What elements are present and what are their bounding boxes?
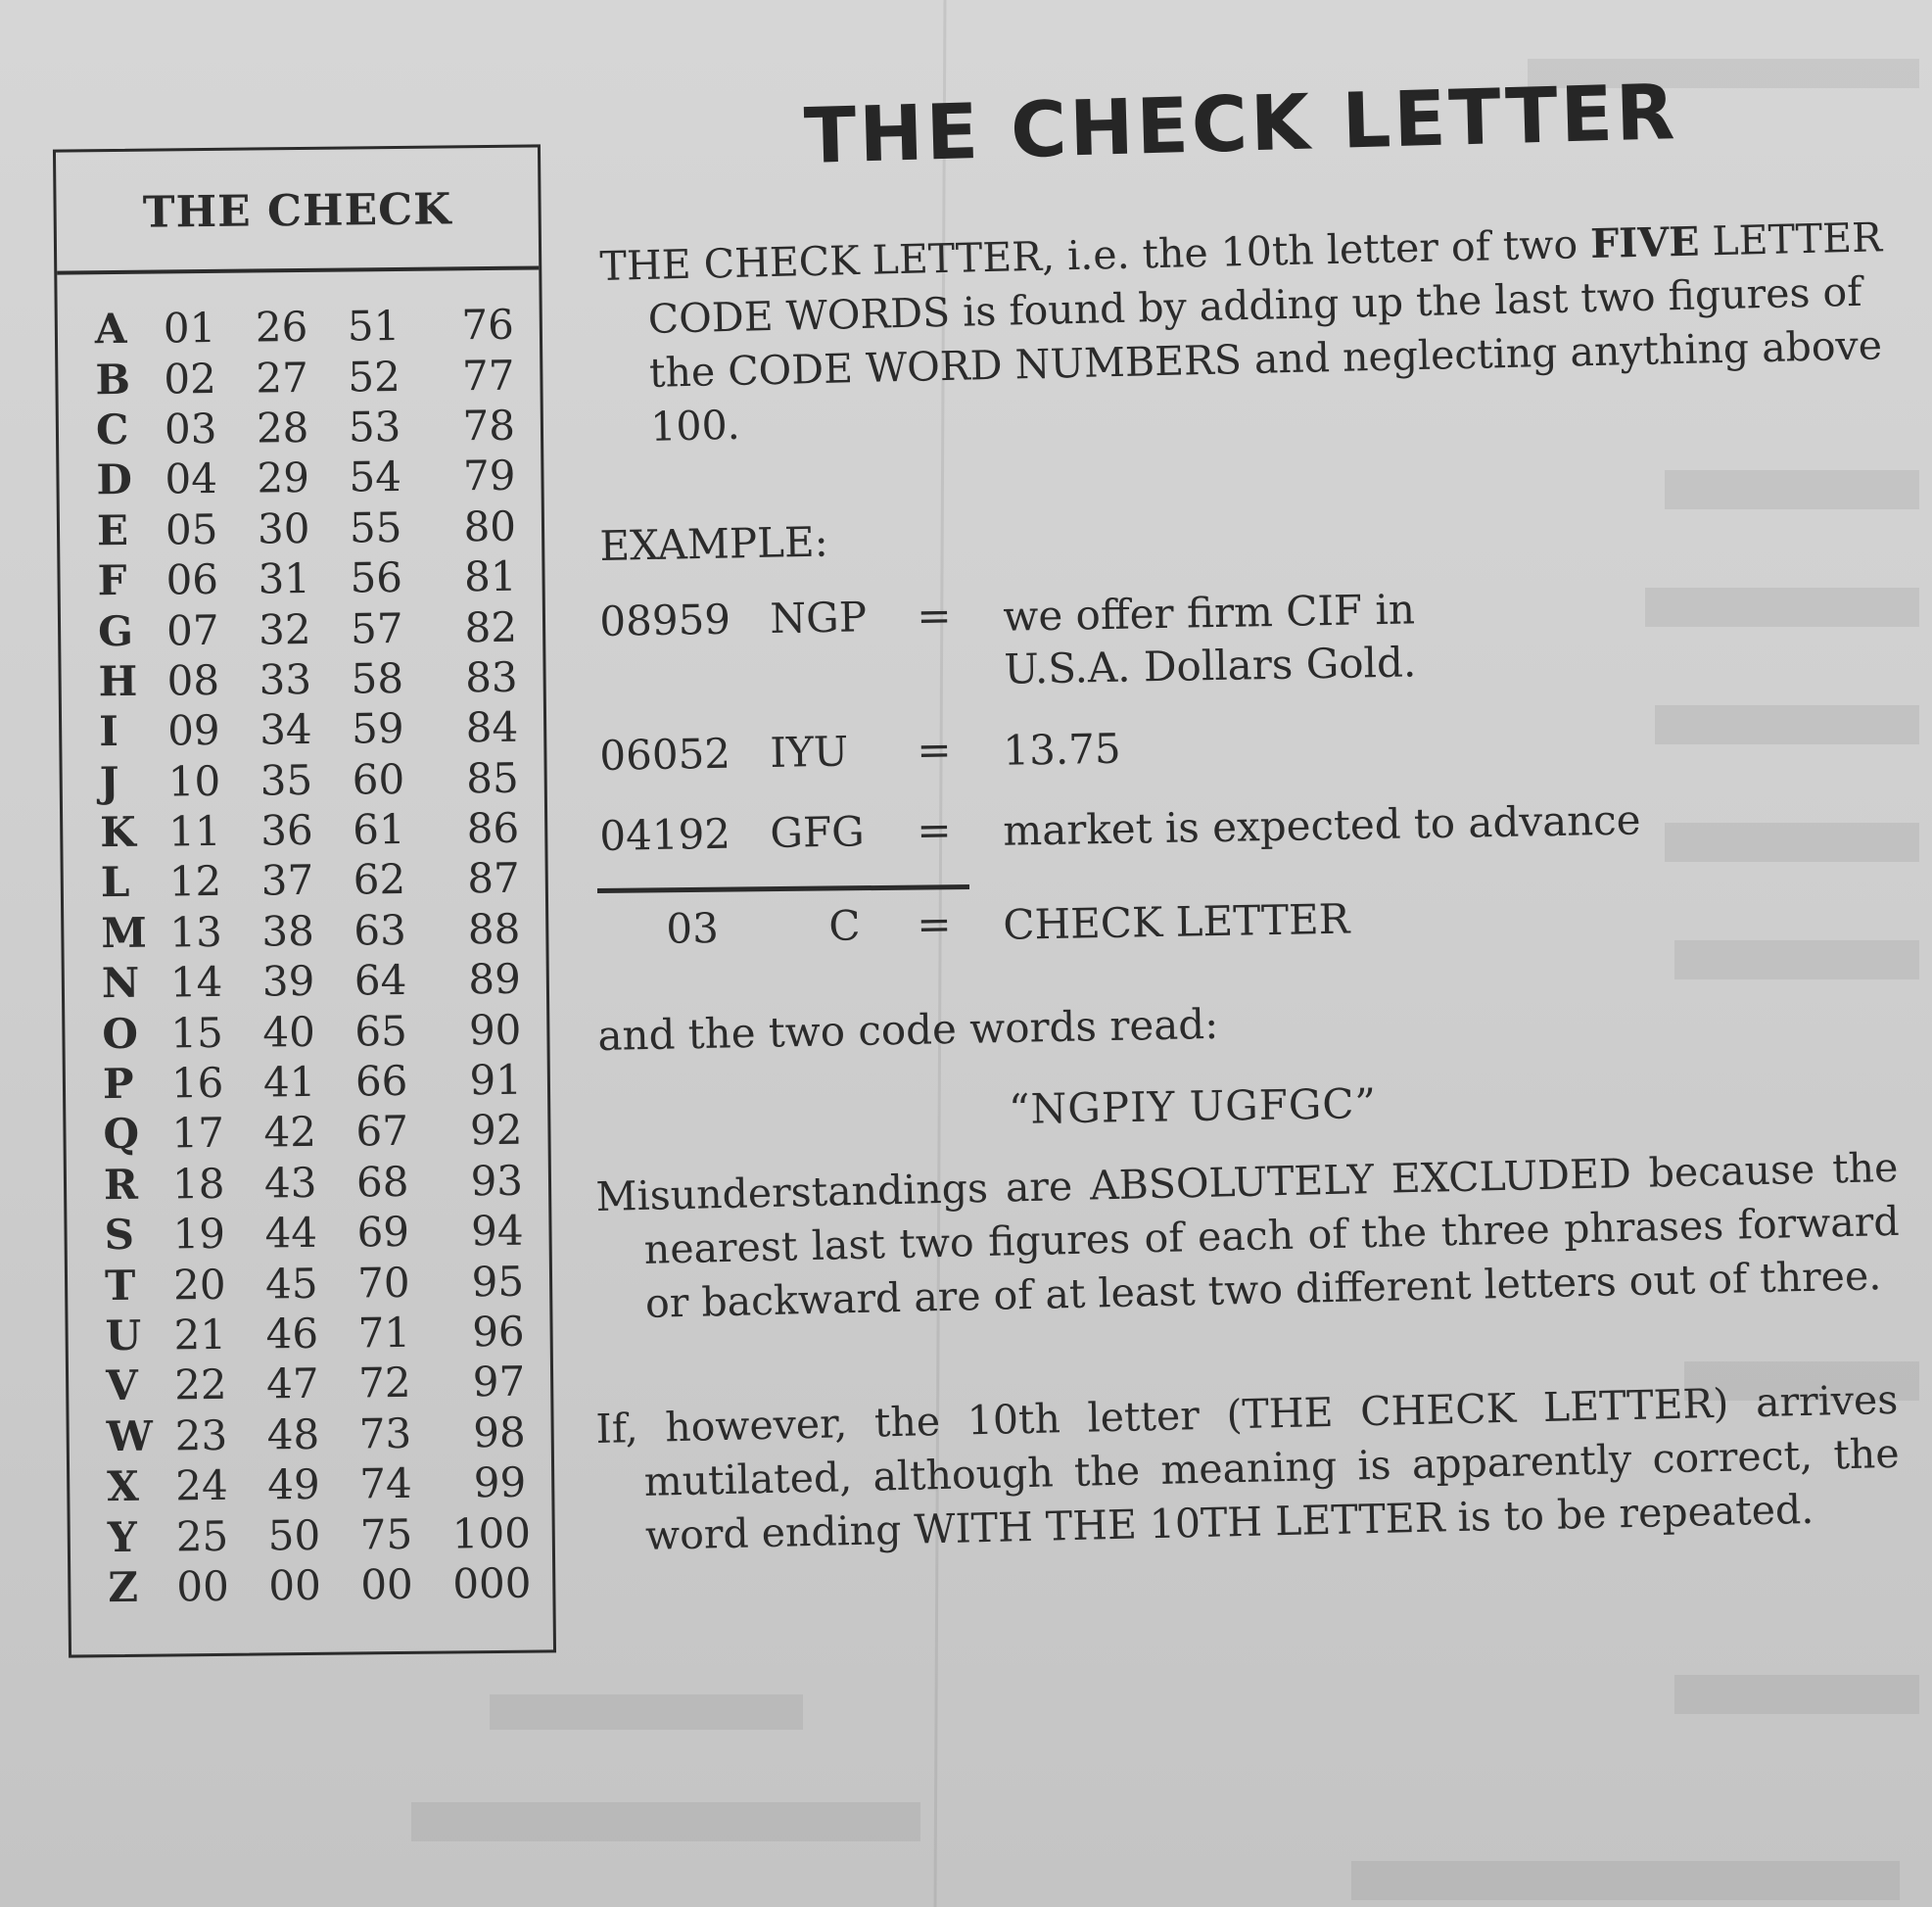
table-row	[64, 903, 546, 959]
row-letter: B	[95, 355, 131, 404]
table-row	[62, 702, 544, 758]
row-value: 53	[348, 402, 401, 452]
row-value: 51	[347, 302, 401, 351]
example-meaning: we offer firm CIF in U.S.A. Dollars Gold.	[1002, 585, 1417, 693]
row-value: 41	[262, 1057, 316, 1107]
row-letter: G	[97, 606, 134, 655]
row-value: 40	[262, 1007, 316, 1057]
table-row	[66, 1105, 548, 1161]
table-row	[67, 1205, 549, 1261]
row-value: 63	[353, 905, 407, 955]
row-value: 39	[261, 957, 315, 1006]
row-value: 04	[165, 454, 218, 503]
row-letter: E	[96, 505, 129, 554]
row-value: 80	[463, 501, 517, 551]
row-value: 65	[354, 1006, 408, 1056]
row-value: 81	[463, 551, 517, 601]
intro-text-bold: FIVE	[1589, 217, 1701, 268]
row-value: 32	[258, 604, 311, 654]
row-letter: X	[106, 1461, 140, 1511]
table-row	[68, 1306, 550, 1361]
row-value: 100	[451, 1508, 532, 1558]
row-value: 00	[268, 1560, 322, 1610]
table-row	[71, 1557, 553, 1613]
table-row	[59, 451, 542, 506]
row-value: 00	[176, 1561, 230, 1611]
row-value: 36	[259, 806, 313, 855]
row-value: 94	[470, 1206, 524, 1256]
row-value: 56	[350, 553, 403, 602]
row-letter: P	[102, 1059, 134, 1109]
result-equals: =	[916, 899, 953, 949]
table-row	[65, 1004, 547, 1060]
row-value: 03	[164, 404, 217, 453]
row-value: 27	[256, 353, 309, 403]
row-value: 38	[261, 906, 315, 956]
table-row	[61, 601, 543, 657]
check-table-body	[57, 269, 552, 1612]
row-letter: O	[102, 1009, 139, 1058]
row-value: 96	[471, 1307, 525, 1357]
row-value: 46	[265, 1309, 319, 1359]
row-value: 29	[257, 453, 310, 502]
example-abbr: GFG	[769, 807, 866, 857]
example-equals: =	[916, 591, 953, 641]
row-value: 55	[349, 502, 402, 552]
row-value: 00	[360, 1559, 414, 1609]
table-row	[60, 550, 542, 606]
row-letter: H	[98, 656, 138, 706]
example-meaning: market is expected to advance	[1002, 795, 1641, 855]
row-value: 000	[452, 1558, 532, 1608]
row-value: 22	[173, 1360, 227, 1409]
mutilated-paragraph: If, however, the 10th letter (THE CHECK LETTER) arrives mutilated, although the meaning is apparently correct, the word ending WITH THE 10TH LETTER is to be repeated.	[595, 1375, 1901, 1559]
row-value: 77	[461, 351, 515, 400]
row-letter: L	[100, 858, 130, 907]
row-value: 09	[166, 706, 220, 755]
row-value: 19	[172, 1210, 226, 1259]
check-table	[53, 144, 556, 1657]
result-meaning: CHECK LETTER	[1002, 894, 1350, 949]
row-value: 98	[472, 1407, 526, 1457]
row-value: 71	[357, 1308, 411, 1358]
row-value: 69	[356, 1208, 410, 1257]
row-value: 99	[473, 1457, 527, 1507]
example-code: 08959	[599, 595, 731, 645]
row-value: 06	[165, 555, 219, 604]
row-value: 79	[462, 452, 516, 501]
row-value: 82	[464, 602, 518, 651]
row-letter: W	[106, 1411, 154, 1460]
row-value: 16	[170, 1058, 224, 1108]
row-letter: I	[98, 707, 119, 756]
row-value: 01	[163, 304, 216, 353]
row-value: 89	[468, 954, 522, 1004]
row-value: 26	[255, 303, 308, 352]
row-letter: U	[105, 1311, 142, 1360]
example-equals: =	[916, 725, 953, 775]
table-row	[59, 400, 542, 455]
row-value: 95	[471, 1257, 525, 1306]
row-letter: S	[104, 1211, 135, 1260]
row-value: 48	[266, 1409, 320, 1459]
row-value: 17	[171, 1109, 225, 1158]
table-row	[63, 802, 545, 858]
row-value: 21	[173, 1310, 227, 1359]
row-value: 90	[468, 1005, 522, 1054]
row-value: 28	[256, 403, 309, 453]
example-code: 04192	[599, 809, 731, 860]
row-value: 42	[263, 1108, 317, 1157]
example-abbr: NGP	[769, 593, 868, 643]
row-value: 35	[259, 755, 313, 805]
row-value: 49	[266, 1460, 320, 1509]
row-value: 61	[352, 805, 405, 854]
row-value: 15	[170, 1008, 224, 1058]
row-value: 75	[359, 1509, 413, 1559]
row-value: 60	[352, 754, 405, 804]
row-letter: A	[94, 305, 127, 354]
row-letter: R	[103, 1160, 139, 1209]
row-value: 50	[267, 1510, 321, 1559]
row-value: 68	[355, 1157, 409, 1207]
row-value: 12	[168, 857, 222, 906]
row-letter: J	[99, 757, 119, 806]
row-value: 72	[357, 1359, 411, 1407]
row-letter: Z	[108, 1562, 139, 1612]
table-row	[62, 752, 544, 808]
row-value: 44	[264, 1209, 318, 1258]
row-letter: Y	[107, 1512, 138, 1561]
row-value: 23	[174, 1410, 228, 1460]
row-value: 57	[350, 603, 403, 653]
row-value: 30	[257, 503, 310, 553]
row-value: 86	[466, 803, 520, 853]
read-line: and the two code words read:	[597, 999, 1219, 1060]
row-value: 31	[258, 554, 311, 603]
row-value: 33	[259, 654, 312, 704]
misunderstandings-paragraph: Misunderstandings are ABSOLUTELY EXCLUDED because the nearest last two figures of each of the three phrases forward or backward are of at least two different letters out of three.	[595, 1143, 1901, 1327]
table-row	[68, 1256, 550, 1311]
row-value: 34	[259, 705, 312, 754]
row-letter: F	[97, 556, 127, 605]
row-value: 18	[171, 1159, 225, 1209]
codewords: “NGPIY UGFGC”	[1008, 1079, 1378, 1133]
row-value: 91	[469, 1055, 523, 1105]
row-value: 43	[263, 1158, 317, 1208]
row-value: 58	[351, 653, 404, 703]
page-title: THE CHECK LETTER	[803, 69, 1679, 181]
row-value: 64	[353, 956, 407, 1005]
row-letter: V	[105, 1361, 139, 1410]
table-row	[58, 299, 541, 355]
example-label: EXAMPLE:	[599, 517, 829, 570]
row-value: 07	[165, 605, 219, 654]
row-value: 84	[465, 703, 519, 752]
table-row	[58, 350, 541, 405]
row-value: 11	[167, 806, 221, 856]
row-letter: C	[95, 405, 129, 454]
table-row	[66, 1054, 548, 1110]
result-abbr: C	[827, 901, 861, 950]
result-code: 03	[665, 903, 720, 953]
check-table-title: THE CHECK	[56, 147, 539, 274]
row-value: 85	[465, 753, 519, 802]
example-abbr: IYU	[769, 727, 849, 777]
row-value: 66	[354, 1056, 408, 1106]
row-value: 14	[169, 958, 223, 1007]
row-letter: K	[99, 807, 137, 857]
row-value: 92	[469, 1106, 523, 1155]
row-value: 37	[260, 856, 314, 905]
intro-text-2: LETTER CODE WORDS is found by adding up the last two figures of the CODE WORD NUMBERS and neglecting anything above 100.	[647, 214, 1883, 451]
example-meaning: 13.75	[1002, 724, 1122, 775]
row-value: 24	[174, 1461, 228, 1510]
row-letter: N	[101, 959, 140, 1008]
row-value: 47	[265, 1359, 319, 1408]
table-row	[60, 501, 542, 556]
table-row	[70, 1456, 552, 1512]
row-value: 73	[358, 1408, 412, 1458]
table-row	[69, 1406, 551, 1462]
intro-text-1: THE CHECK LETTER, i.e. the 10th letter of two	[599, 220, 1591, 290]
row-value: 13	[169, 907, 223, 957]
intro-paragraph	[599, 211, 1916, 455]
row-value: 45	[264, 1259, 318, 1309]
row-value: 25	[175, 1511, 229, 1560]
example-equals: =	[916, 805, 953, 855]
example-row	[599, 582, 1504, 703]
row-value: 83	[464, 652, 518, 702]
row-value: 97	[472, 1358, 526, 1406]
row-value: 70	[356, 1258, 410, 1308]
table-row	[64, 853, 546, 909]
row-letter: T	[104, 1261, 136, 1310]
row-value: 67	[355, 1107, 409, 1156]
row-value: 93	[470, 1156, 524, 1206]
row-value: 02	[164, 354, 217, 404]
row-value: 05	[165, 504, 218, 554]
row-value: 54	[349, 453, 402, 501]
row-value: 74	[358, 1459, 412, 1508]
row-value: 88	[467, 904, 521, 954]
table-row	[61, 651, 543, 707]
row-letter: D	[96, 455, 133, 504]
row-letter: Q	[103, 1110, 140, 1159]
table-row	[69, 1357, 551, 1412]
row-value: 08	[166, 655, 220, 705]
row-value: 10	[167, 756, 221, 806]
row-value: 62	[353, 855, 406, 904]
example-code: 06052	[599, 729, 731, 780]
row-letter: M	[101, 908, 148, 958]
row-value: 52	[348, 352, 401, 402]
table-row	[71, 1507, 553, 1563]
row-value: 76	[461, 300, 515, 350]
row-value: 87	[467, 854, 521, 903]
table-row	[65, 953, 547, 1009]
table-row	[67, 1155, 549, 1211]
row-value: 59	[351, 704, 404, 753]
row-value: 20	[172, 1260, 226, 1310]
row-value: 78	[462, 401, 516, 451]
